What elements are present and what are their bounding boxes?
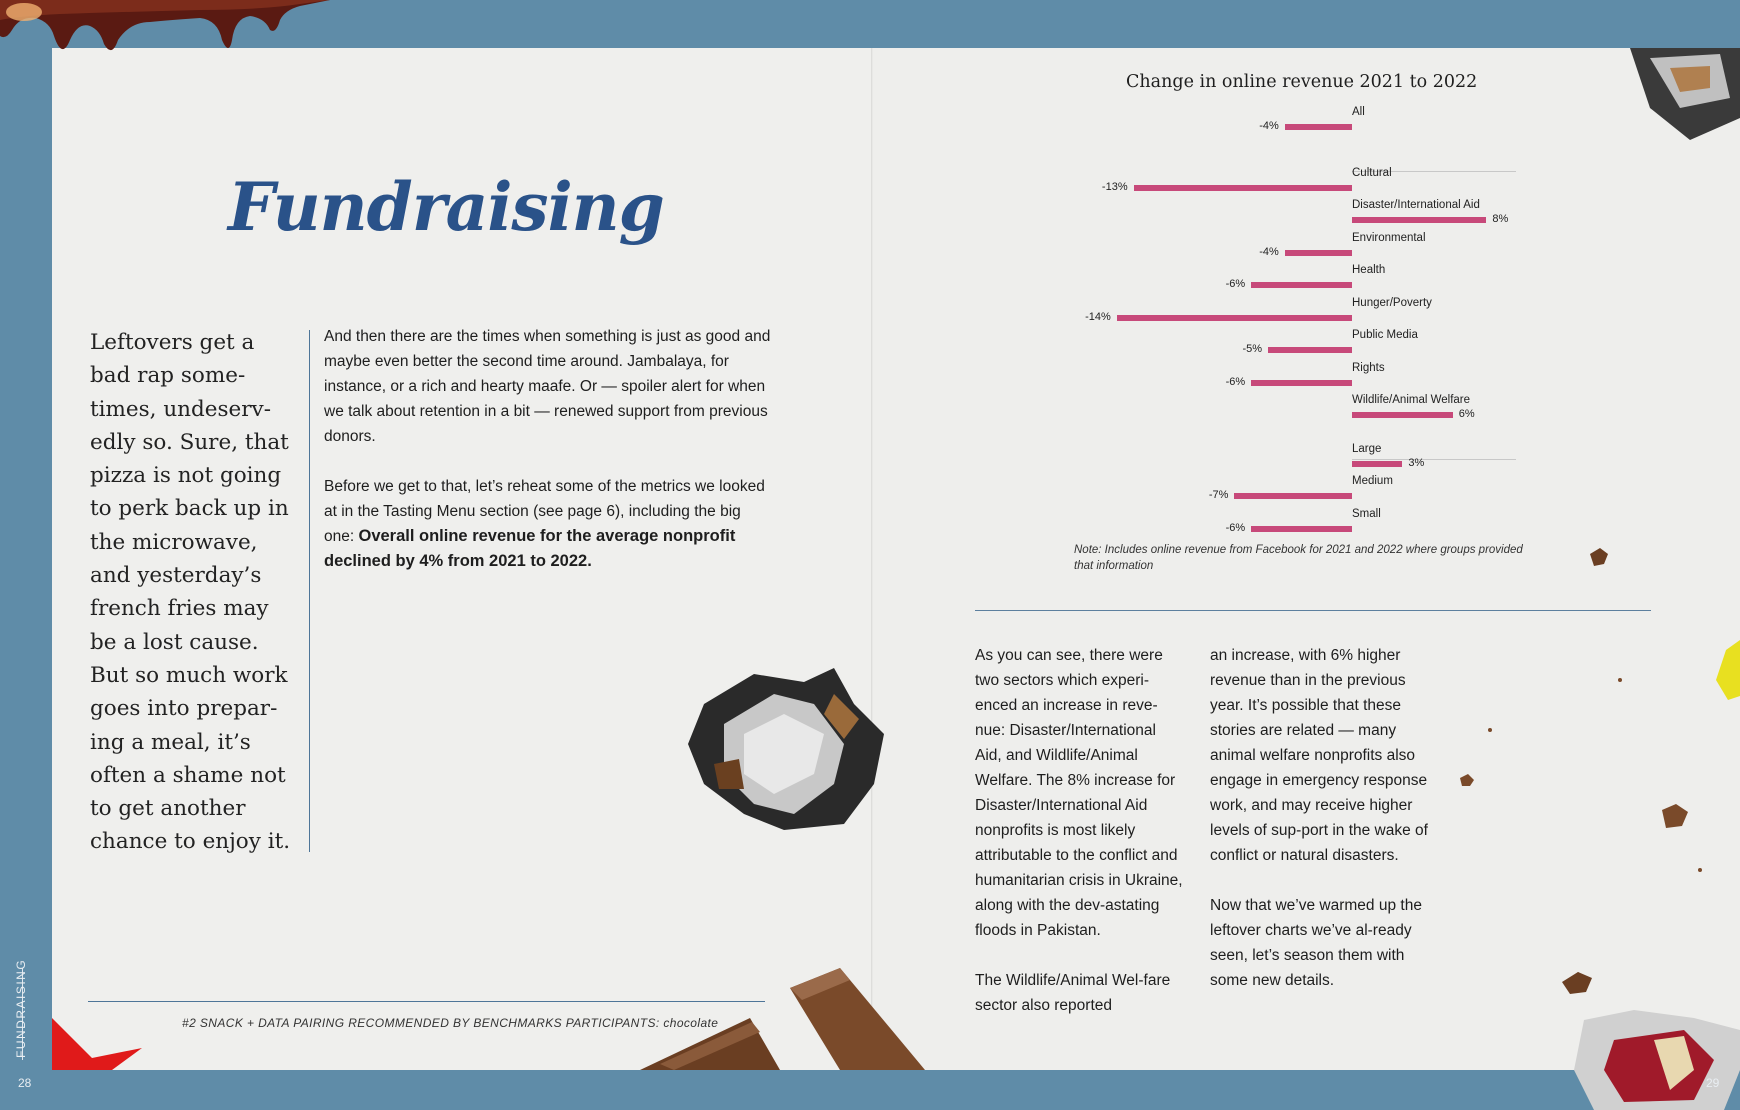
- category-label-cultural: Cultural: [1352, 166, 1392, 179]
- bar-all: [1285, 124, 1352, 130]
- category-label-hunger-poverty: Hunger/Poverty: [1352, 296, 1432, 309]
- category-label-disaster-international-aid: Disaster/International Aid: [1352, 199, 1480, 211]
- value-label-small: -6%: [1225, 521, 1246, 534]
- column-2-paragraph-2: Now that we’ve warmed up the leftover charts we’ve al-ready seen, let’s season them with some new details.: [1210, 897, 1422, 989]
- value-label-environmental: -4%: [1259, 245, 1279, 258]
- chart-group-separator: [1352, 459, 1516, 460]
- bar-disaster-international-aid: [1352, 217, 1486, 223]
- page-title: Fundraising: [228, 168, 664, 246]
- category-label-health: Health: [1352, 264, 1386, 276]
- value-label-wildlife-animal-welfare: 6%: [1458, 408, 1475, 420]
- chart-note: Note: Includes online revenue from Facebook for 2021 and 2022 where groups provided that information: [1074, 544, 1523, 572]
- page-number-left: 28: [18, 1076, 32, 1090]
- foil-wrapper-top-icon: [1630, 48, 1740, 140]
- value-label-cultural: -13%: [1101, 180, 1128, 193]
- chart-divider: [975, 610, 1651, 611]
- value-label-rights: -6%: [1225, 375, 1246, 388]
- value-label-disaster-international-aid: 8%: [1492, 213, 1509, 225]
- value-label-medium: -7%: [1208, 489, 1229, 501]
- bar-hunger-poverty: [1117, 315, 1352, 321]
- bar-rights: [1251, 380, 1352, 386]
- category-label-all: All: [1352, 106, 1365, 118]
- category-label-medium: Medium: [1352, 475, 1393, 487]
- pull-quote-divider: [309, 330, 310, 852]
- pull-quote: Leftovers get a bad rap some-times, undeserv-edly so. Sure, that pizza is not going to perk back up in the microwave, and yesterday’s french fries may be a lost cause. But so much work goes into prepar-ing a meal, it’s often a shame not to get another chance to enjoy it.: [90, 330, 291, 855]
- section-side-label: FUNDRAISING: [14, 958, 28, 1058]
- category-label-public-media: Public Media: [1352, 329, 1418, 341]
- bar-large: [1352, 461, 1402, 467]
- category-label-environmental: Environmental: [1352, 231, 1426, 244]
- chocolate-wrapper-icon: [684, 664, 890, 834]
- category-label-rights: Rights: [1352, 361, 1385, 374]
- category-label-small: Small: [1352, 507, 1381, 520]
- footnote-divider: [88, 1001, 765, 1002]
- value-label-hunger-poverty: -14%: [1085, 310, 1111, 323]
- red-wrapper-corner-icon: [52, 1018, 142, 1070]
- value-label-all: -4%: [1259, 120, 1279, 132]
- intro-text: [324, 324, 772, 599]
- bar-cultural: [1134, 185, 1352, 191]
- bar-public-media: [1268, 347, 1352, 353]
- intro-key-finding: Overall online revenue for the average nonprofit declined by 4% from 2021 to 2022.: [324, 527, 736, 570]
- intro-paragraph-1: And then there are the times when something is just as good and maybe even better the second time around. Jambalaya, for instance, or a rich and hearty maafe. Or — spoiler alert for when we talk about retention in a bit — renewed support from previous donors.: [324, 328, 771, 445]
- chart-title: Change in online revenue 2021 to 2022: [1126, 72, 1478, 92]
- bar-environmental: [1285, 250, 1352, 256]
- bar-wildlife-animal-welfare: [1352, 412, 1453, 418]
- page-spine: [871, 48, 873, 1070]
- candy-wrapper-corner-icon: [1574, 1010, 1740, 1110]
- body-column-2: [1210, 643, 1430, 1018]
- value-label-health: -6%: [1225, 278, 1246, 290]
- intro-paragraph-2-text: Before we get to that, let’s reheat some of the metrics we looked at in the Tasting Menu section (see page 6), including the big one:: [324, 478, 765, 545]
- value-label-public-media: -5%: [1242, 343, 1262, 355]
- category-label-wildlife-animal-welfare: Wildlife/Animal Welfare: [1352, 394, 1471, 406]
- footnote: [182, 1016, 718, 1030]
- column-1-paragraph-1: As you can see, there were two sectors which experi-enced an increase in reve-nue: Disaster/International Aid, and Wildlife/Animal Welfare. The 8% increase for Disaster/International Aid nonprofits is most likely attributable to the conflict and humanitarian crisis in Ukraine, along with the dev-astating floods in Pakistan.: [975, 647, 1183, 939]
- column-2-paragraph-1: an increase, with 6% higher revenue than in the previous year. It’s possible that these stories are related — many animal welfare nonprofits also engage in emergency response work, and may receive higher levels of sup-port in the wake of conflict or natural disasters.: [1210, 647, 1428, 864]
- value-label-large: 3%: [1408, 456, 1425, 469]
- bar-health: [1251, 282, 1352, 288]
- bar-small: [1251, 526, 1352, 532]
- column-1-paragraph-2: The Wildlife/Animal Wel-fare sector also reported: [975, 972, 1171, 1014]
- melted-chocolate-drip-icon: [0, 0, 330, 62]
- page-number-right: 29: [1706, 1076, 1720, 1090]
- bar-medium: [1234, 493, 1352, 499]
- footnote-text: #2 SNACK + DATA PAIRING RECOMMENDED BY BENCHMARKS PARTICIPANTS:: [182, 1016, 664, 1030]
- footnote-item: chocolate: [663, 1016, 719, 1030]
- category-label-large: Large: [1352, 442, 1382, 455]
- body-column-1: [975, 643, 1185, 1043]
- intro-paragraph-2: [324, 474, 772, 574]
